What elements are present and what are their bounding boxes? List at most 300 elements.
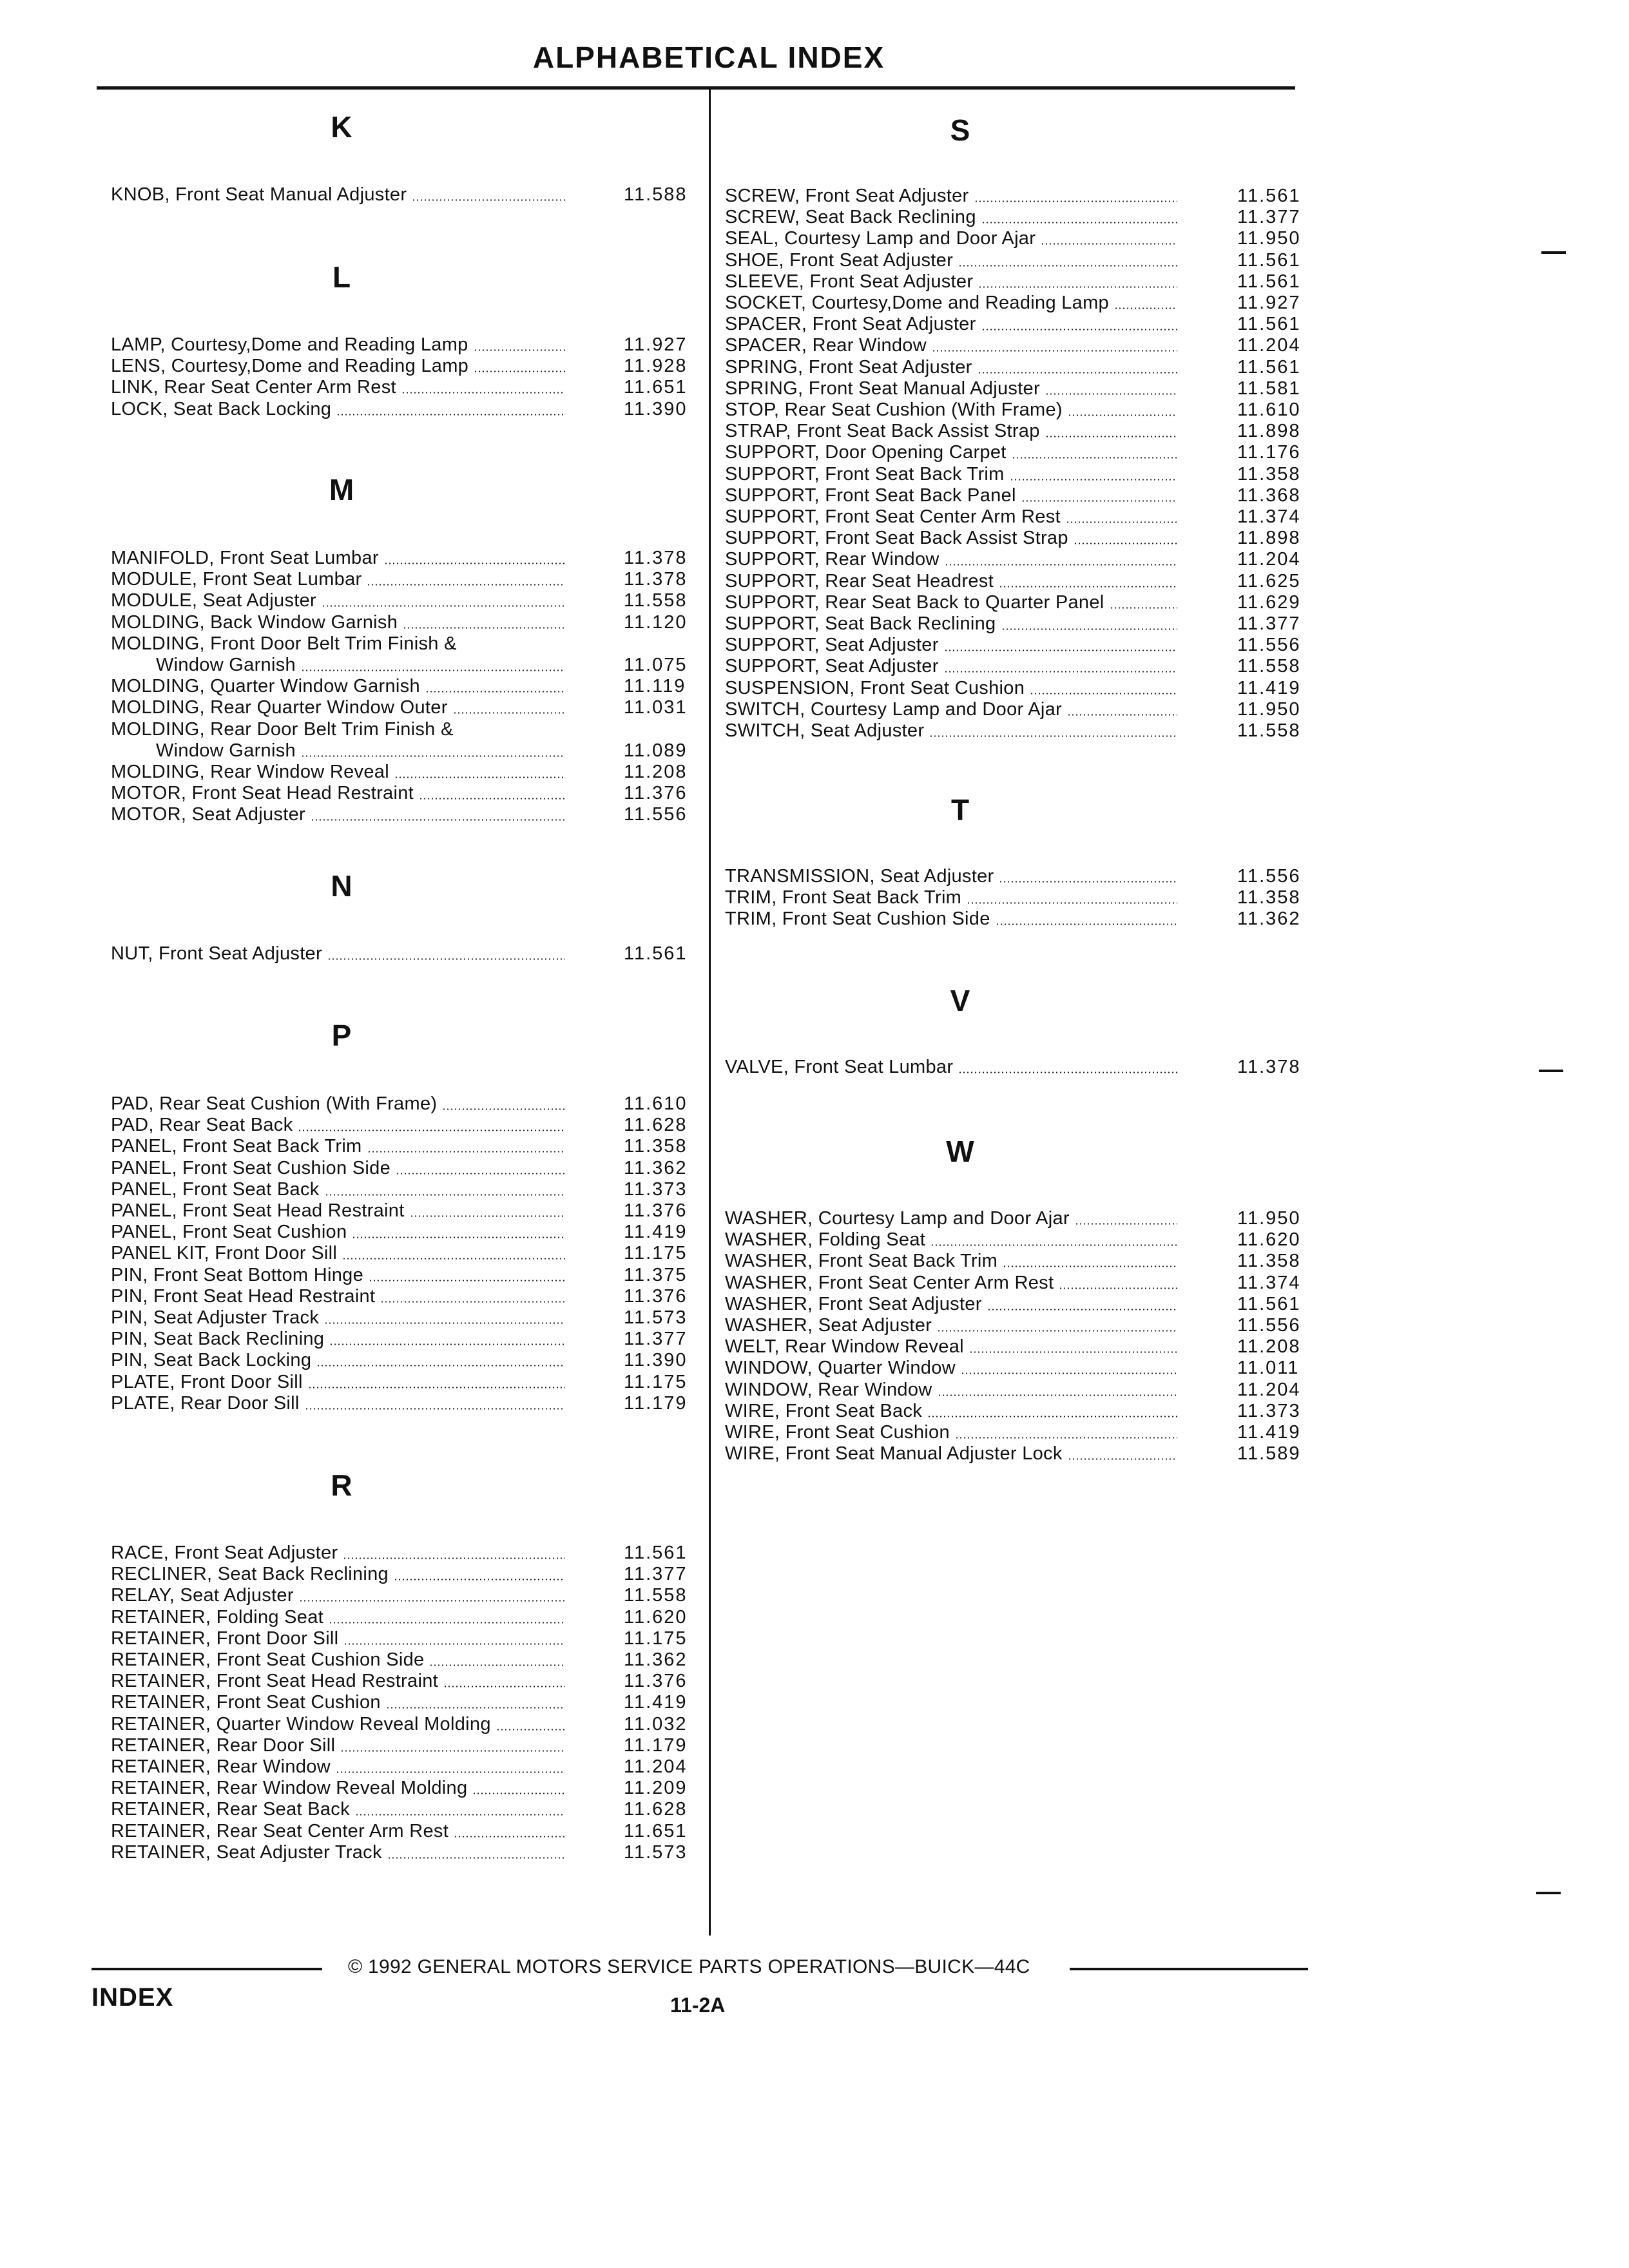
entry-page-number: 11.651 — [624, 1820, 688, 1841]
entry-label: PANEL, Front Seat Head Restraint — [111, 1200, 405, 1221]
index-entry — [725, 207, 1184, 228]
index-entry — [725, 186, 1184, 207]
top-rule — [97, 86, 1295, 90]
entry-label: SUPPORT, Seat Back Reclining — [725, 613, 996, 634]
index-entry — [725, 271, 1184, 293]
section-letter: L — [332, 260, 351, 294]
dot-leader — [996, 923, 1177, 925]
index-entry — [725, 228, 1184, 249]
entry-page-number: 11.390 — [624, 398, 688, 419]
dot-leader — [1059, 1287, 1177, 1289]
index-entry — [725, 1443, 1184, 1465]
section-letter: W — [946, 1135, 974, 1168]
entry-page-number: 11.561 — [1237, 271, 1301, 292]
entry-label: MOTOR, Front Seat Head Restraint — [111, 783, 414, 804]
entry-page-number: 11.950 — [1237, 228, 1301, 249]
index-entry — [725, 1422, 1184, 1443]
entry-page-number: 11.378 — [624, 569, 688, 590]
entry-page-number: 11.375 — [624, 1264, 688, 1285]
entry-page-number: 11.119 — [624, 676, 686, 697]
index-entry — [111, 184, 572, 206]
dot-leader — [301, 669, 565, 671]
dot-leader — [944, 671, 1177, 673]
entry-page-number: 11.377 — [624, 1564, 688, 1585]
index-entry — [111, 1200, 572, 1222]
index-entry — [111, 1372, 572, 1393]
entry-page-number: 11.209 — [624, 1778, 688, 1799]
entry-label: RETAINER, Quarter Window Reveal Molding — [111, 1713, 491, 1735]
entry-label: MOLDING, Front Door Belt Trim Finish & — [111, 633, 457, 654]
dot-leader — [327, 958, 565, 960]
entry-label: WASHER, Front Seat Back Trim — [725, 1251, 998, 1272]
dot-leader — [324, 1322, 565, 1324]
index-entry — [111, 1542, 572, 1564]
dot-leader — [967, 902, 1177, 904]
index-entry — [111, 1714, 572, 1735]
dot-leader — [410, 1215, 565, 1217]
entry-page-number: 11.368 — [1237, 485, 1301, 506]
entry-page-number: 11.378 — [1237, 1057, 1301, 1077]
entry-label: PANEL KIT, Front Door Sill — [111, 1243, 338, 1264]
entry-page-number: 11.358 — [624, 1136, 688, 1157]
entry-page-number: 11.376 — [624, 1200, 688, 1221]
entry-label: LENS, Courtesy,Dome and Reading Lamp — [111, 356, 469, 377]
index-entry — [725, 314, 1184, 335]
index-entry — [725, 506, 1184, 528]
dot-leader — [1075, 1223, 1177, 1225]
index-entry — [111, 762, 572, 783]
entry-page-number: 11.556 — [1237, 866, 1301, 887]
entry-label: KNOB, Front Seat Manual Adjuster — [111, 184, 407, 205]
entry-label: PANEL, Front Seat Cushion Side — [111, 1157, 391, 1178]
index-entry — [725, 613, 1184, 635]
dot-leader — [367, 1151, 565, 1153]
dot-leader — [472, 1792, 565, 1794]
entry-page-number: 11.628 — [624, 1115, 688, 1136]
dot-leader — [1012, 457, 1177, 459]
entry-page-number: 11.031 — [624, 697, 688, 718]
index-entry — [111, 399, 572, 420]
entry-label: SUPPORT, Front Seat Back Assist Strap — [725, 528, 1068, 549]
dot-leader — [987, 1309, 1177, 1311]
entry-page-number: 11.558 — [1237, 656, 1301, 677]
dot-leader — [1074, 543, 1177, 544]
entry-label: MANIFOLD, Front Seat Lumbar — [111, 548, 379, 568]
index-entry — [111, 943, 572, 965]
entry-page-number: 11.556 — [1237, 635, 1301, 656]
entry-label: RETAINER, Front Seat Cushion — [111, 1692, 381, 1713]
dot-leader — [474, 349, 565, 351]
entry-page-number: 11.620 — [1237, 1229, 1301, 1251]
entry-label: RETAINER, Seat Adjuster Track — [111, 1841, 382, 1863]
footer-section-label: INDEX — [92, 1983, 174, 2012]
entry-label: WASHER, Folding Seat — [725, 1229, 926, 1251]
entry-page-number: 11.204 — [1237, 335, 1301, 356]
entry-page-number: 11.558 — [624, 1585, 688, 1606]
entry-label: RETAINER, Rear Seat Back — [111, 1799, 350, 1820]
entry-label: SUPPORT, Rear Seat Headrest — [725, 570, 994, 591]
entry-label: MOLDING, Back Window Garnish — [111, 611, 398, 633]
dot-leader — [343, 1643, 565, 1645]
index-entry-continuation — [111, 740, 572, 762]
entry-label: WINDOW, Quarter Window — [725, 1358, 956, 1379]
index-entry — [111, 1607, 572, 1628]
entry-page-number: 11.573 — [624, 1841, 688, 1863]
entry-label: MODULE, Front Seat Lumbar — [111, 569, 362, 590]
section-letter: S — [950, 113, 970, 147]
dot-leader — [944, 649, 1177, 651]
dot-leader — [454, 1836, 565, 1838]
index-entry — [111, 590, 572, 611]
dot-leader — [974, 200, 1178, 202]
entry-page-number: 11.376 — [624, 783, 688, 804]
index-entry — [111, 1329, 572, 1350]
entry-label: WASHER, Front Seat Center Arm Rest — [725, 1272, 1054, 1293]
entry-label: MOLDING, Rear Door Belt Trim Finish & — [111, 718, 454, 740]
entry-page-number: 11.176 — [1237, 442, 1301, 463]
entry-page-number: 11.208 — [624, 762, 688, 782]
index-entry — [111, 1628, 572, 1649]
entry-label: LOCK, Seat Back Locking — [111, 398, 332, 419]
index-entry — [111, 569, 572, 590]
entry-label: WIRE, Front Seat Manual Adjuster Lock — [725, 1443, 1063, 1465]
margin-tick — [1539, 1070, 1563, 1072]
entry-label: PANEL, Front Seat Cushion — [111, 1222, 347, 1243]
entry-page-number: 11.927 — [624, 334, 688, 355]
dot-leader — [932, 350, 1177, 352]
index-entry — [725, 357, 1184, 378]
margin-tick — [1536, 1892, 1561, 1894]
index-entry — [725, 699, 1184, 720]
entry-label: VALVE, Front Seat Lumbar — [725, 1057, 954, 1077]
entry-page-number: 11.208 — [1237, 1336, 1301, 1358]
entry-label: RETAINER, Rear Door Sill — [111, 1735, 336, 1756]
dot-leader — [1001, 628, 1178, 630]
index-entry — [111, 1649, 572, 1671]
dot-leader — [969, 1351, 1177, 1353]
index-entry — [725, 378, 1184, 399]
dot-leader — [938, 1394, 1177, 1396]
index-entry — [111, 1564, 572, 1585]
entry-label: PIN, Seat Back Locking — [111, 1350, 312, 1371]
index-entry — [725, 887, 1184, 908]
entry-label: STOP, Rear Seat Cushion (With Frame) — [725, 399, 1063, 420]
entry-page-number: 11.362 — [624, 1649, 688, 1670]
column-divider — [709, 90, 711, 1936]
index-entry — [111, 377, 572, 398]
index-entry — [725, 485, 1184, 506]
dot-leader — [978, 286, 1177, 288]
entry-page-number: 11.419 — [624, 1222, 688, 1243]
entry-page-number: 11.625 — [1237, 570, 1301, 591]
dot-leader — [336, 414, 565, 416]
index-entry — [111, 1265, 572, 1286]
dot-leader — [453, 712, 565, 714]
index-entry — [725, 720, 1184, 742]
section-letter: R — [331, 1468, 352, 1502]
entry-page-number: 11.419 — [624, 1692, 688, 1713]
entry-label: SPRING, Front Seat Manual Adjuster — [725, 378, 1040, 399]
dot-leader — [443, 1686, 565, 1687]
entry-page-number: 11.927 — [1237, 293, 1301, 313]
index-entry — [725, 571, 1184, 592]
entry-page-number: 11.651 — [624, 377, 688, 398]
dot-leader — [401, 392, 565, 394]
dot-leader — [1045, 436, 1177, 437]
entry-label: MOLDING, Rear Window Reveal — [111, 762, 389, 782]
entry-label: RETAINER, Folding Seat — [111, 1606, 324, 1628]
index-entry — [111, 1756, 572, 1778]
index-entry — [725, 1315, 1184, 1336]
entry-label: SHOE, Front Seat Adjuster — [725, 249, 954, 271]
index-entry — [111, 1778, 572, 1799]
dot-leader — [355, 1814, 565, 1816]
index-entry — [111, 1158, 572, 1179]
entry-label: SWITCH, Courtesy Lamp and Door Ajar — [725, 698, 1063, 720]
index-entry — [725, 421, 1184, 442]
entry-page-number: 11.898 — [1237, 528, 1301, 549]
index-entry — [725, 464, 1184, 485]
entry-page-number: 11.175 — [624, 1628, 688, 1649]
dot-leader — [342, 1258, 565, 1260]
margin-tick — [1541, 251, 1566, 254]
index-entry — [725, 549, 1184, 570]
entry-page-number: 11.561 — [1237, 186, 1301, 206]
entry-label: PLATE, Rear Door Sill — [111, 1392, 300, 1414]
entry-page-number: 11.390 — [624, 1350, 688, 1371]
entry-page-number: 11.573 — [624, 1307, 688, 1328]
index-entry — [111, 1350, 572, 1371]
dot-leader — [412, 199, 565, 201]
index-entry — [111, 1735, 572, 1756]
entry-page-number: 11.175 — [624, 1243, 688, 1264]
section-letter: N — [331, 869, 352, 903]
dot-leader — [1003, 1265, 1177, 1267]
entry-label: PIN, Seat Back Reclining — [111, 1329, 325, 1350]
entry-page-number: 11.628 — [624, 1799, 688, 1820]
entry-page-number: 11.362 — [1237, 908, 1301, 930]
section-letter: T — [950, 793, 970, 827]
dot-leader — [394, 776, 565, 778]
dot-leader — [442, 1108, 565, 1110]
dot-leader — [298, 1129, 565, 1131]
entry-label: WIRE, Front Seat Cushion — [725, 1422, 950, 1443]
dot-leader — [325, 1194, 565, 1196]
entry-label: SUPPORT, Seat Adjuster — [725, 656, 939, 677]
entry-label: RACE, Front Seat Adjuster — [111, 1542, 338, 1563]
entry-label-continued: Window Garnish — [156, 655, 296, 675]
entry-label: PLATE, Front Door Sill — [111, 1371, 303, 1392]
dot-leader — [329, 1343, 565, 1345]
entry-label: SLEEVE, Front Seat Adjuster — [725, 271, 974, 292]
entry-page-number: 11.419 — [1237, 1422, 1301, 1443]
dot-leader — [929, 735, 1177, 737]
entry-label: SPACER, Rear Window — [725, 335, 927, 356]
index-entry — [111, 1821, 572, 1842]
entry-label: SUPPORT, Rear Seat Back to Quarter Panel — [725, 591, 1104, 613]
entry-page-number: 11.561 — [624, 943, 688, 964]
entry-label: STRAP, Front Seat Back Assist Strap — [725, 421, 1040, 442]
entry-label: WIRE, Front Seat Back — [725, 1400, 923, 1421]
entry-label: MOLDING, Quarter Window Garnish — [111, 676, 420, 697]
entry-page-number: 11.011 — [1237, 1358, 1300, 1379]
entry-label: SCREW, Seat Back Reclining — [725, 207, 976, 228]
dot-leader — [429, 1664, 565, 1666]
dot-leader — [1068, 414, 1177, 416]
entry-page-number: 11.588 — [624, 184, 688, 205]
entry-label: PIN, Front Seat Head Restraint — [111, 1285, 376, 1307]
index-entry — [725, 1379, 1184, 1401]
entry-label-continued: Window Garnish — [156, 740, 296, 761]
entry-page-number: 11.204 — [624, 1756, 688, 1777]
entry-label: SUPPORT, Front Seat Center Arm Rest — [725, 506, 1061, 527]
entry-page-number: 11.179 — [624, 1735, 688, 1756]
index-entry — [111, 356, 572, 377]
entry-page-number: 11.589 — [1237, 1443, 1301, 1465]
dot-leader — [958, 265, 1177, 267]
entry-label: WASHER, Front Seat Adjuster — [725, 1293, 982, 1314]
entry-page-number: 11.581 — [1237, 378, 1301, 399]
dot-leader — [496, 1729, 565, 1731]
index-entry — [111, 548, 572, 569]
entry-page-number: 11.561 — [1237, 314, 1301, 335]
dot-leader — [1066, 521, 1177, 523]
index-entry — [111, 804, 572, 825]
entry-page-number: 11.629 — [1237, 591, 1301, 613]
entry-label: TRANSMISSION, Seat Adjuster — [725, 866, 994, 887]
entry-label: PAD, Rear Seat Cushion (With Frame) — [111, 1093, 438, 1114]
index-entry-continuation — [111, 655, 572, 676]
index-entry — [725, 635, 1184, 656]
entry-page-number: 11.376 — [624, 1285, 688, 1307]
dot-leader — [999, 881, 1177, 883]
dot-leader — [1110, 607, 1177, 609]
entry-page-number: 11.374 — [1237, 1272, 1301, 1293]
dot-leader — [322, 605, 565, 607]
dot-leader — [387, 1857, 565, 1859]
dot-leader — [1068, 1458, 1177, 1460]
entry-page-number: 11.075 — [624, 655, 688, 675]
entry-page-number: 11.620 — [624, 1606, 688, 1628]
entry-label: SUSPENSION, Front Seat Cushion — [725, 677, 1025, 698]
entry-page-number: 11.558 — [624, 590, 688, 611]
entry-label: RETAINER, Rear Window — [111, 1756, 331, 1777]
entry-page-number: 11.558 — [1237, 720, 1301, 741]
entry-label: SUPPORT, Front Seat Back Trim — [725, 463, 1005, 485]
section-letter: K — [331, 110, 352, 144]
entry-label: SCREW, Front Seat Adjuster — [725, 186, 969, 206]
dot-leader — [299, 1600, 565, 1602]
entry-label: RETAINER, Front Seat Cushion Side — [111, 1649, 425, 1670]
dot-leader — [419, 798, 565, 800]
dot-leader — [305, 1408, 565, 1410]
index-entry — [725, 1294, 1184, 1315]
entry-label: SUPPORT, Seat Adjuster — [725, 635, 939, 656]
index-entry — [111, 334, 572, 356]
entry-label: SPACER, Front Seat Adjuster — [725, 314, 976, 335]
entry-page-number: 11.950 — [1237, 698, 1301, 720]
entry-page-number: 11.175 — [624, 1371, 688, 1392]
entry-page-number: 11.556 — [624, 804, 688, 825]
entry-page-number: 11.419 — [1237, 677, 1301, 698]
dot-leader — [1041, 243, 1177, 245]
dot-leader — [930, 1244, 1177, 1246]
index-entry — [111, 633, 572, 655]
dot-leader — [329, 1622, 565, 1624]
dot-leader — [1030, 693, 1177, 695]
entry-label: WELT, Rear Window Reveal — [725, 1336, 964, 1358]
entry-page-number: 11.362 — [624, 1157, 688, 1178]
entry-label: SUPPORT, Door Opening Carpet — [725, 442, 1007, 463]
entry-page-number: 11.358 — [1237, 463, 1301, 485]
dot-leader — [978, 372, 1177, 374]
index-entry — [725, 866, 1184, 887]
dot-leader — [927, 1416, 1177, 1418]
index-entry — [725, 528, 1184, 549]
dot-leader — [1021, 500, 1177, 502]
section-letter: P — [331, 1019, 352, 1052]
index-entry — [111, 676, 572, 697]
entry-label: PIN, Front Seat Bottom Hinge — [111, 1264, 364, 1285]
dot-leader — [308, 1387, 565, 1389]
entry-label: MODULE, Seat Adjuster — [111, 590, 316, 611]
index-entry — [111, 697, 572, 718]
dot-leader — [336, 1771, 565, 1773]
dot-leader — [367, 584, 565, 586]
entry-page-number: 11.928 — [624, 356, 688, 377]
footer-page-number: 11-2A — [670, 1994, 726, 2017]
entry-label: LAMP, Courtesy,Dome and Reading Lamp — [111, 334, 468, 355]
entry-page-number: 11.089 — [624, 740, 688, 761]
index-entry — [111, 1179, 572, 1200]
dot-leader — [425, 691, 565, 693]
index-entry — [725, 1251, 1184, 1272]
entry-label: LINK, Rear Seat Center Arm Rest — [111, 377, 396, 398]
index-entry — [725, 1358, 1184, 1379]
entry-label: MOTOR, Seat Adjuster — [111, 804, 306, 825]
index-entry — [111, 1585, 572, 1606]
entry-label: SEAL, Courtesy Lamp and Door Ajar — [725, 228, 1036, 249]
dot-leader — [394, 1579, 565, 1581]
copyright-line: © 1992 GENERAL MOTORS SERVICE PARTS OPERATIONS—BUICK—44C — [348, 1956, 1030, 1977]
index-entry — [725, 250, 1184, 271]
entry-label: RELAY, Seat Adjuster — [111, 1585, 294, 1606]
dot-leader — [343, 1557, 565, 1559]
entry-label: PAD, Rear Seat Back — [111, 1115, 293, 1136]
index-entry — [111, 1307, 572, 1329]
index-entry — [725, 1208, 1184, 1229]
dot-leader — [369, 1280, 565, 1282]
dot-leader — [1010, 479, 1177, 481]
entry-page-number: 11.561 — [1237, 249, 1301, 271]
index-entry — [111, 1222, 572, 1243]
entry-page-number: 11.610 — [1237, 399, 1301, 420]
entry-page-number: 11.378 — [624, 548, 688, 568]
entry-page-number: 11.376 — [624, 1671, 688, 1692]
dot-leader — [340, 1750, 565, 1752]
entry-label: RETAINER, Rear Window Reveal Molding — [111, 1778, 468, 1799]
index-entry — [111, 1093, 572, 1115]
entry-label: PANEL, Front Seat Back Trim — [111, 1136, 362, 1157]
index-entry — [725, 1401, 1184, 1422]
index-entry — [725, 399, 1184, 421]
dot-leader — [384, 562, 565, 564]
index-entry — [111, 1393, 572, 1414]
index-entry — [725, 1057, 1184, 1078]
entry-page-number: 11.204 — [1237, 1379, 1301, 1400]
dot-leader — [474, 370, 565, 372]
dot-leader — [955, 1437, 1177, 1439]
